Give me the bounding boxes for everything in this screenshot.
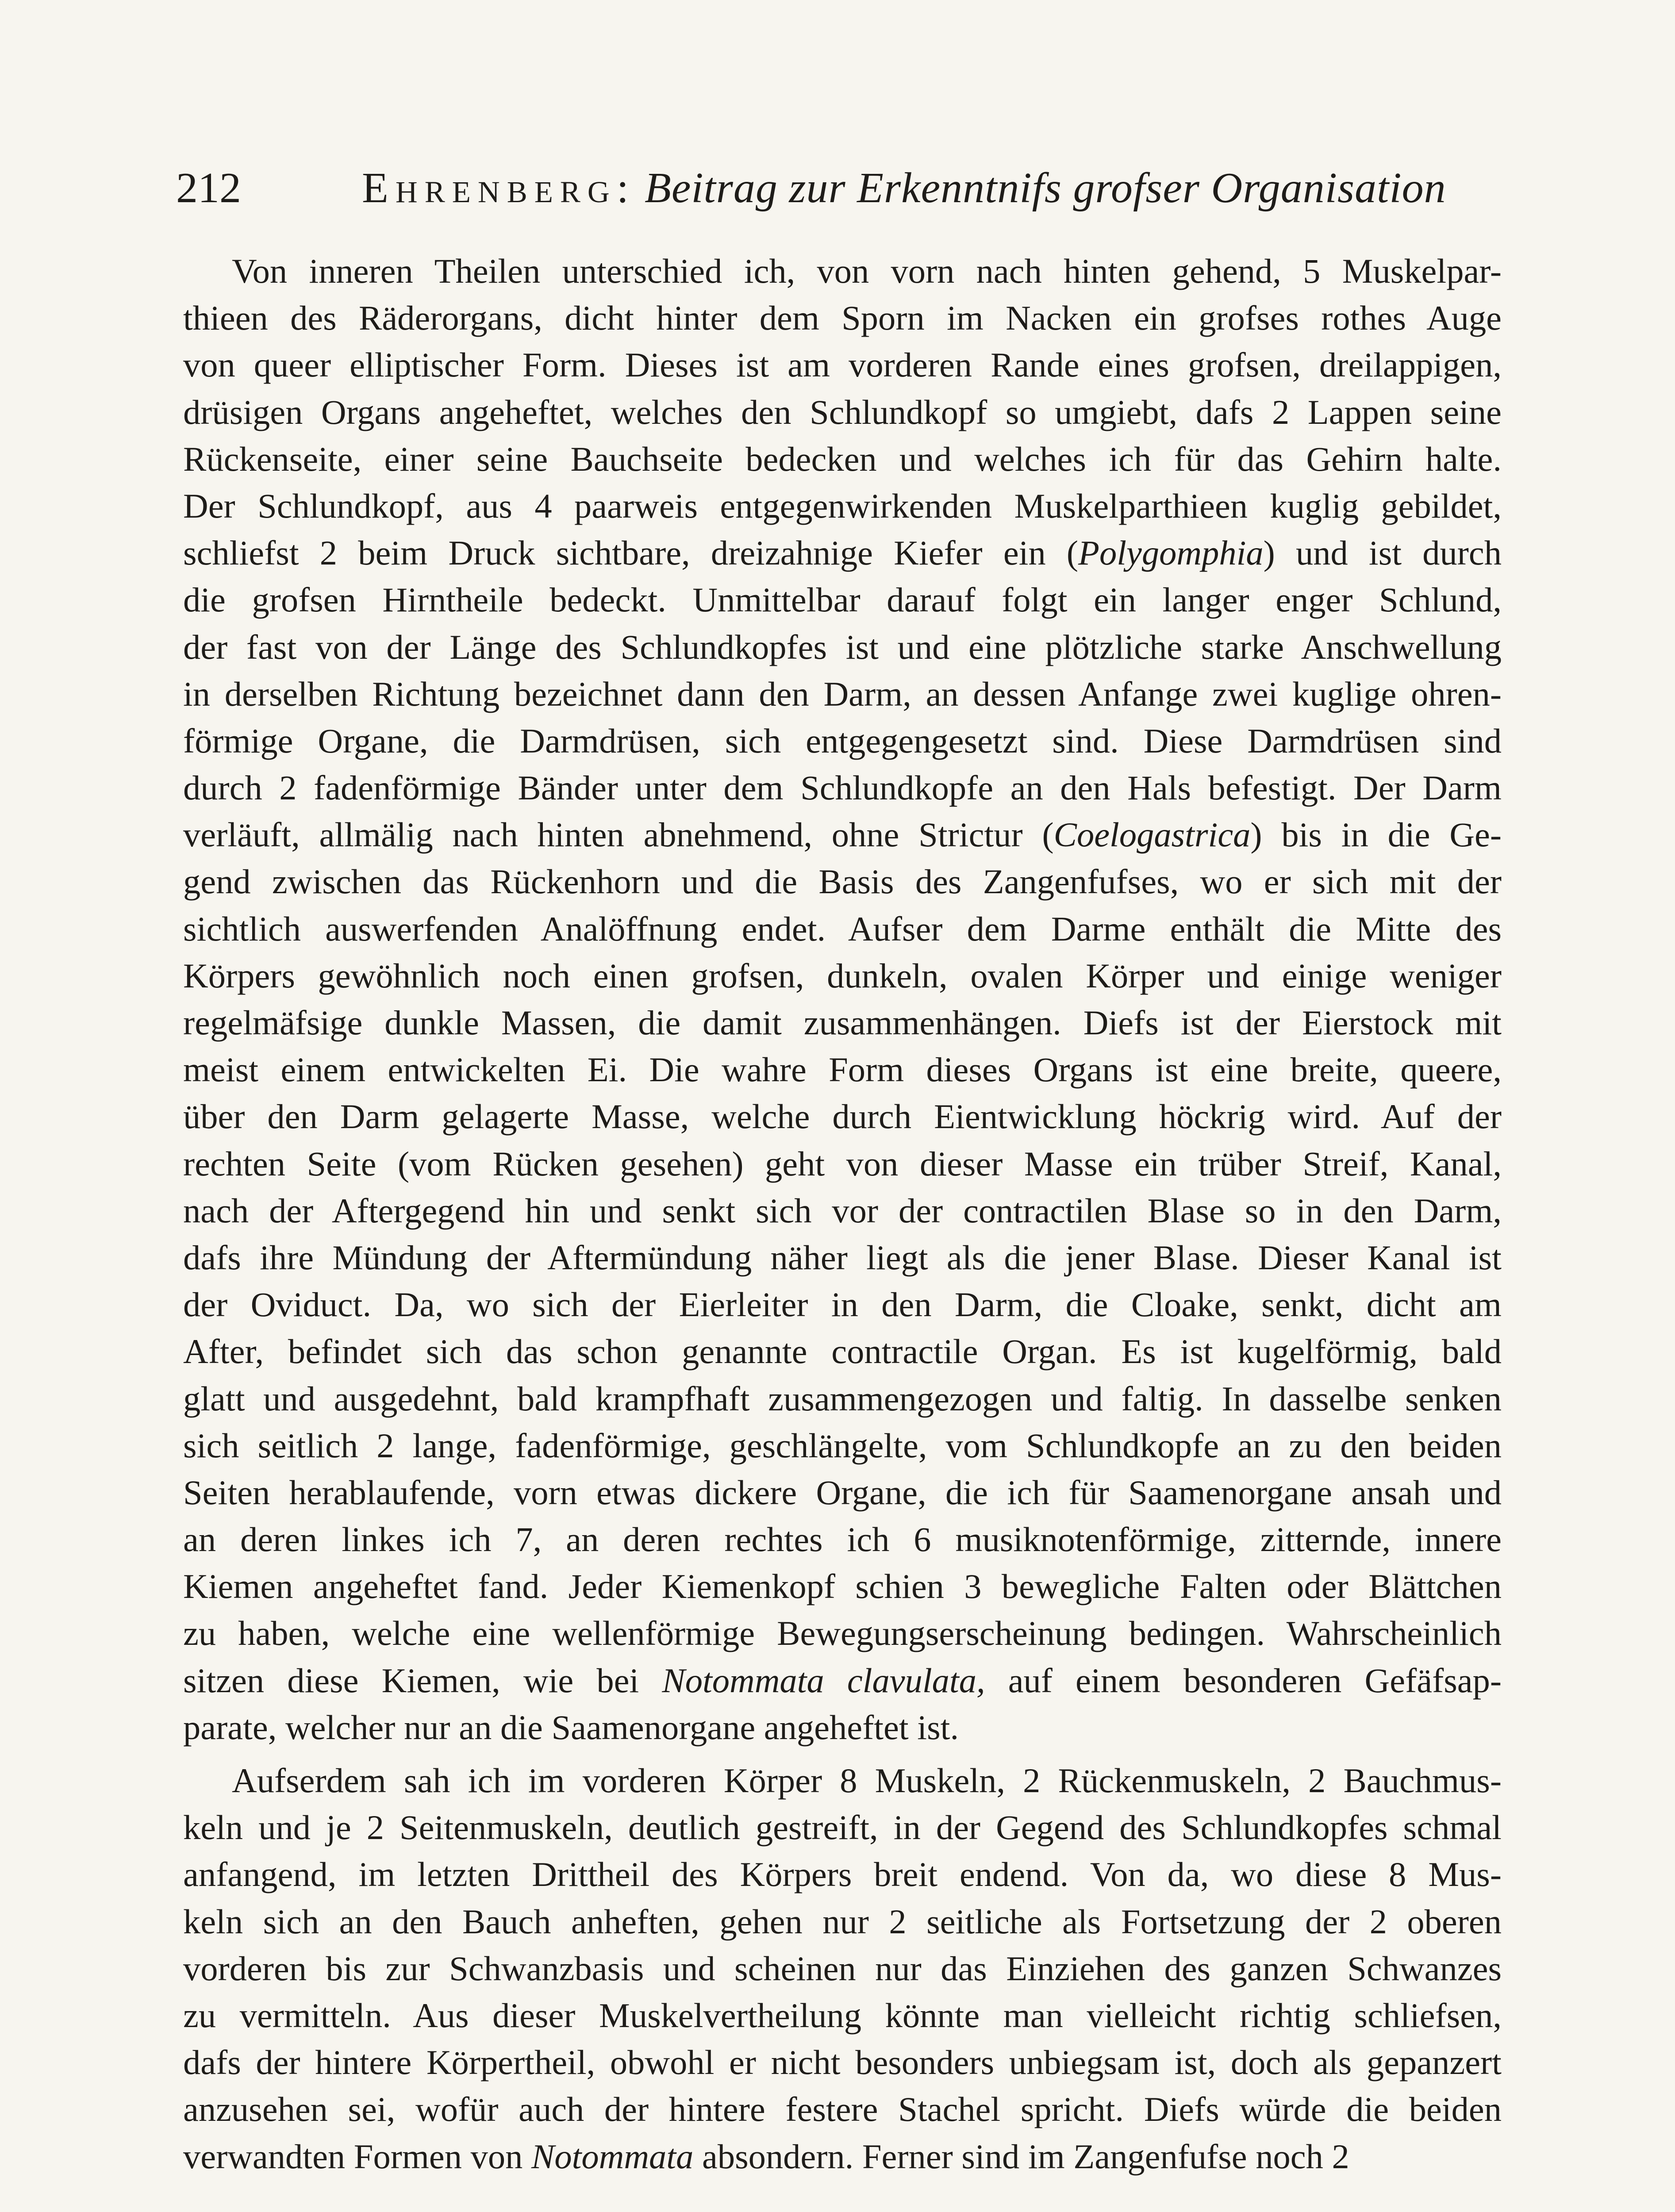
running-title: Beitrag zur Erkenntnifs grofser Organisation (644, 164, 1446, 212)
italic-term: Notommata clavulata, (662, 1661, 985, 1700)
text-line: der fast von der Länge des Schlundkopfes ist und eine plötzliche starke Anschwellung (183, 627, 1502, 666)
text-line: in derselben Richtung bezeichnet dann den Darm, an dessen Anfange zwei kuglige ohren- (183, 674, 1502, 713)
text-line: die grofsen Hirntheile bedeckt. Unmittelbar darauf folgt ein langer enger Schlund, (183, 580, 1502, 619)
text-line: drüsigen Organs angeheftet, welches den Schlundkopf so umgiebt, dafs 2 Lappen seine (183, 392, 1502, 431)
text-line: über den Darm gelagerte Masse, welche durch Eientwicklung höckrig wird. Auf der (183, 1097, 1502, 1136)
text-line: der Oviduct. Da, wo sich der Eierleiter in den Darm, die Cloake, senkt, dicht am (183, 1285, 1502, 1324)
text-line: glatt und ausgedehnt, bald krampfhaft zusammengezogen und faltig. In dasselbe senken (183, 1379, 1502, 1418)
text-line: parate, welcher nur an die Saamenorgane angeheftet ist. (183, 1708, 959, 1747)
paragraph-gap (183, 1751, 1502, 1757)
text-segment: sitzen diese Kiemen, wie bei (183, 1661, 662, 1700)
paragraph (183, 1757, 1502, 2180)
text-line (183, 530, 1502, 576)
text-line: dafs der hintere Körpertheil, obwohl er nicht besonders unbiegsam ist, doch als gepanzert (183, 2043, 1502, 2082)
text-line: Körpers gewöhnlich noch einen grofsen, dunkeln, ovalen Körper und einige weniger (183, 956, 1502, 995)
paragraph (183, 248, 1502, 1751)
text-segment: ) bis in die Ge- (1250, 815, 1502, 854)
text-line: keln sich an den Bauch anheften, gehen nur 2 seitliche als Fortsetzung der 2 oberen (183, 1902, 1502, 1941)
text-line: sichtlich auswerfenden Analöffnung endet. Aufser dem Darme enthält die Mitte des (183, 909, 1502, 948)
text-segment: ) und ist durch (1263, 534, 1502, 572)
text-line: rechten Seite (vom Rücken gesehen) geht von dieser Masse ein trüber Streif, Kanal, (183, 1144, 1502, 1183)
text-segment: verläuft, allmälig nach hinten abnehmend, ohne Strictur ( (183, 815, 1054, 854)
text-line: meist einem entwickelten Ei. Die wahre Form dieses Organs ist eine breite, queere, (183, 1050, 1502, 1089)
text-line: anzusehen sei, wofür auch der hintere festere Stachel spricht. Diefs würde die beiden (183, 2090, 1502, 2129)
text-segment: verwandten Formen von (183, 2137, 531, 2176)
text-line: regelmäfsige dunkle Massen, die damit zusammenhängen. Diefs ist der Eierstock mit (183, 1003, 1502, 1042)
text-line: keln und je 2 Seitenmuskeln, deutlich gestreift, in der Gegend des Schlundkopfes schmal (183, 1808, 1502, 1847)
text-line: dafs ihre Mündung der Aftermündung näher liegt als die jener Blase. Dieser Kanal ist (183, 1238, 1502, 1277)
italic-term: Coelogastrica (1053, 815, 1251, 854)
text-segment: absondern. Ferner sind im Zangenfufse noch 2 (693, 2137, 1349, 2176)
text-line: thieen des Räderorgans, dicht hinter dem Sporn im Nacken ein grofses rothes Auge (183, 299, 1502, 338)
text-line: förmige Organe, die Darmdrüsen, sich entgegengesetzt sind. Diese Darmdrüsen sind (183, 721, 1502, 760)
author-name: Ehrenberg (362, 164, 617, 212)
text-line: Aufserdem sah ich im vorderen Körper 8 Muskeln, 2 Rückenmuskeln, 2 Bauchmus- (232, 1761, 1502, 1800)
text-line (183, 2133, 1502, 2180)
text-line: Seiten herablaufende, vorn etwas dickere Organe, die ich für Saamenorgane ansah und (183, 1473, 1502, 1512)
running-head (176, 157, 1503, 219)
text-line: an deren linkes ich 7, an deren rechtes ich 6 musiknotenförmige, zitternde, innere (183, 1520, 1502, 1559)
text-line: sich seitlich 2 lange, fadenförmige, geschlängelte, vom Schlundkopfe an zu den beiden (183, 1426, 1502, 1465)
text-segment: auf einem besonderen Gefäfsap- (985, 1661, 1502, 1700)
text-line (183, 1657, 1502, 1704)
text-line: Der Schlundkopf, aus 4 paarweis entgegenwirkenden Muskelparthieen kuglig gebildet, (183, 486, 1502, 525)
text-line: vorderen bis zur Schwanzbasis und scheinen nur das Einziehen des ganzen Schwanzes (183, 1949, 1502, 1988)
page-number: 212 (176, 164, 241, 212)
italic-term: Polygomphia (1078, 534, 1264, 572)
text-segment: schliefst 2 beim Druck sichtbare, dreizahnige Kiefer ein ( (183, 534, 1079, 572)
text-line: zu vermitteln. Aus dieser Muskelvertheilung könnte man vielleicht richtig schliefsen, (183, 1996, 1502, 2035)
text-line: von queer elliptischer Form. Dieses ist am vorderen Rande eines grofsen, dreilappigen, (183, 346, 1502, 384)
text-line: After, befindet sich das schon genannte contractile Organ. Es ist kugelförmig, bald (183, 1332, 1502, 1371)
italic-term: Notommata (531, 2137, 694, 2176)
text-line: Von inneren Theilen unterschied ich, von vorn nach hinten gehend, 5 Muskelpar- (232, 252, 1502, 290)
text-line: anfangend, im letzten Drittheil des Körpers breit endend. Von da, wo diese 8 Mus- (183, 1855, 1502, 1894)
header-separator: : (616, 164, 629, 212)
text-line: Kiemen angeheftet fand. Jeder Kiemenkopf schien 3 bewegliche Falten oder Blättchen (183, 1567, 1502, 1606)
text-line: durch 2 fadenförmige Bänder unter dem Schlundkopfe an den Hals befestigt. Der Darm (183, 768, 1502, 807)
text-line: nach der Aftergegend hin und senkt sich vor der contractilen Blase so in den Darm, (183, 1191, 1502, 1230)
text-line (183, 811, 1502, 858)
body-text (183, 248, 1502, 2180)
text-line: Rückenseite, einer seine Bauchseite bedecken und welches ich für das Gehirn halte. (183, 439, 1502, 478)
text-line: zu haben, welche eine wellenförmige Bewegungserscheinung bedingen. Wahrscheinlich (183, 1614, 1502, 1653)
text-line: gend zwischen das Rückenhorn und die Basis des Zangenfufses, wo er sich mit der (183, 862, 1502, 901)
